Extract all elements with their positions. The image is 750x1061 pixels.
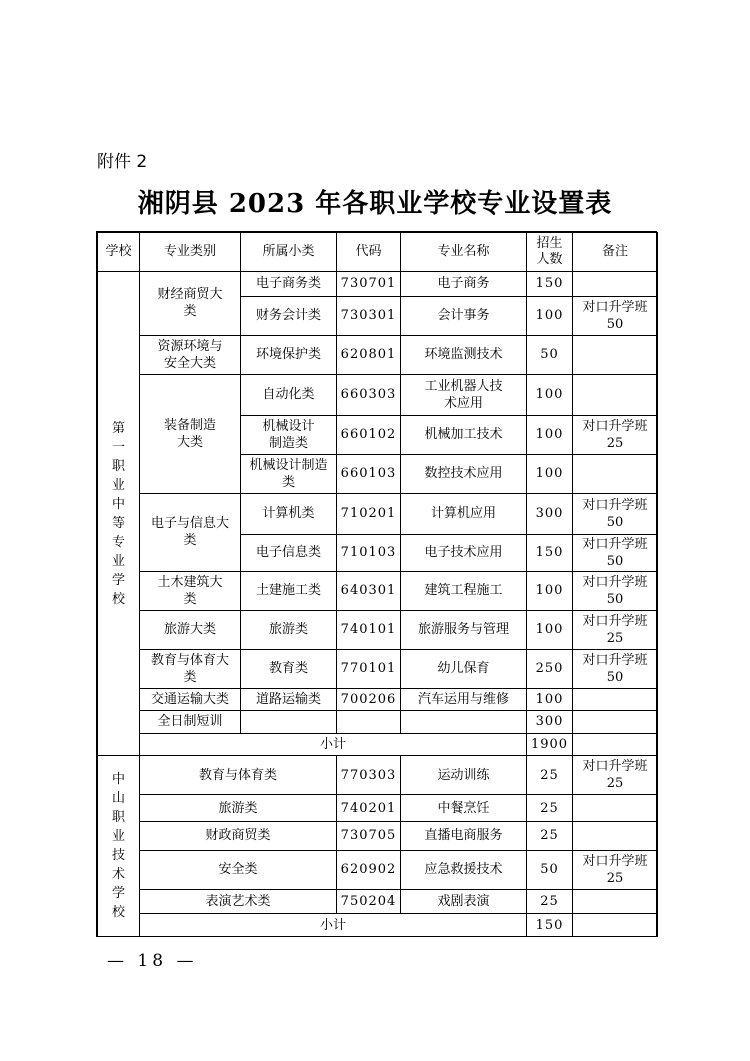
remark-cell: 对口升学班25 — [573, 415, 658, 454]
table-row — [98, 649, 658, 688]
subcategory-cell: 机械设计制造类 — [241, 454, 337, 493]
header-code: 代码 — [337, 233, 401, 272]
table-row — [98, 610, 658, 649]
remark-cell — [573, 733, 658, 756]
subcategory-cell: 土建施工类 — [241, 571, 337, 610]
major-cell: 电子技术应用 — [401, 534, 527, 571]
count-cell: 150 — [527, 271, 573, 296]
school-name: 第一职业中等专业学校 — [98, 271, 140, 755]
major-cell: 建筑工程施工 — [401, 571, 527, 610]
subcategory-cell: 道路运输类 — [241, 688, 337, 711]
header-category: 专业类别 — [140, 233, 241, 272]
code-cell: 740201 — [337, 795, 401, 822]
remark-cell: 对口升学班50 — [573, 571, 658, 610]
category-cell: 教育与体育大类 — [140, 649, 241, 688]
major-cell: 会计事务 — [401, 296, 527, 335]
code-cell: 730301 — [337, 296, 401, 335]
count-cell: 100 — [527, 688, 573, 711]
category-cell: 装备制造大类 — [140, 374, 241, 493]
count-cell: 300 — [527, 493, 573, 534]
code-cell: 700206 — [337, 688, 401, 711]
remark-cell — [573, 914, 658, 937]
table-row — [98, 688, 658, 711]
category-cell: 土木建筑大类 — [140, 571, 241, 610]
table-row — [98, 271, 658, 296]
remark-cell: 对口升学班25 — [573, 756, 658, 795]
page-number: — 18 — — [107, 951, 198, 971]
subcategory-cell: 电子信息类 — [241, 534, 337, 571]
subcategory-cell: 机械设计制造类 — [241, 415, 337, 454]
subcategory-cell: 自动化类 — [241, 374, 337, 415]
remark-cell: 对口升学班50 — [573, 649, 658, 688]
count-cell: 50 — [527, 850, 573, 889]
remark-cell: 对口升学班50 — [573, 296, 658, 335]
category-cell: 旅游类 — [140, 795, 337, 822]
category-cell: 教育与体育类 — [140, 756, 337, 795]
code-cell: 640301 — [337, 571, 401, 610]
category-cell: 财政商贸类 — [140, 821, 337, 850]
code-cell: 710103 — [337, 534, 401, 571]
category-cell: 旅游大类 — [140, 610, 241, 649]
major-cell: 电子商务 — [401, 271, 527, 296]
table-row — [98, 493, 658, 534]
category-cell: 财经商贸大类 — [140, 271, 241, 335]
subtotal-row — [98, 733, 658, 756]
remark-cell — [573, 454, 658, 493]
count-cell: 25 — [527, 821, 573, 850]
subcategory-cell: 旅游类 — [241, 610, 337, 649]
remark-cell: 对口升学班50 — [573, 534, 658, 571]
code-cell: 620902 — [337, 850, 401, 889]
subcategory-cell: 计算机类 — [241, 493, 337, 534]
major-cell: 直播电商服务 — [401, 821, 527, 850]
subtotal-label: 小计 — [140, 914, 527, 937]
code-cell: 620801 — [337, 335, 401, 374]
major-cell: 计算机应用 — [401, 493, 527, 534]
count-cell: 150 — [527, 534, 573, 571]
major-cell: 应急救援技术 — [401, 850, 527, 889]
subcategory-cell: 电子商务类 — [241, 271, 337, 296]
code-cell: 770101 — [337, 649, 401, 688]
remark-cell — [573, 374, 658, 415]
table-row — [98, 889, 658, 914]
table-row — [98, 756, 658, 795]
count-cell: 100 — [527, 454, 573, 493]
count-cell: 100 — [527, 571, 573, 610]
header-school: 学校 — [98, 233, 140, 272]
table-row — [98, 374, 658, 415]
subtotal-label: 小计 — [140, 733, 527, 756]
table-row — [98, 821, 658, 850]
header-subcategory: 所属小类 — [241, 233, 337, 272]
code-cell: 660103 — [337, 454, 401, 493]
subcategory-cell — [241, 711, 337, 734]
category-cell: 全日制短训 — [140, 711, 241, 734]
major-cell — [401, 711, 527, 734]
header-row — [98, 233, 658, 272]
major-cell: 旅游服务与管理 — [401, 610, 527, 649]
header-major: 专业名称 — [401, 233, 527, 272]
header-enroll: 招生人数 — [527, 233, 573, 272]
count-cell: 100 — [527, 374, 573, 415]
category-cell: 交通运输大类 — [140, 688, 241, 711]
remark-cell — [573, 795, 658, 822]
count-cell: 300 — [527, 711, 573, 734]
code-cell: 750204 — [337, 889, 401, 914]
remark-cell — [573, 889, 658, 914]
subtotal-value: 1900 — [527, 733, 573, 756]
attachment-label: 附件 2 — [97, 152, 148, 172]
count-cell: 100 — [527, 415, 573, 454]
code-cell: 770303 — [337, 756, 401, 795]
table-row — [98, 571, 658, 610]
major-cell: 工业机器人技术应用 — [401, 374, 527, 415]
code-cell: 730705 — [337, 821, 401, 850]
remark-cell — [573, 335, 658, 374]
table-row — [98, 711, 658, 734]
category-cell: 电子与信息大类 — [140, 493, 241, 571]
remark-cell: 对口升学班25 — [573, 610, 658, 649]
major-settings-table — [97, 232, 657, 937]
remark-cell: 对口升学班50 — [573, 493, 658, 534]
category-cell: 表演艺术类 — [140, 889, 337, 914]
remark-cell — [573, 821, 658, 850]
major-cell: 幼儿保育 — [401, 649, 527, 688]
remark-cell — [573, 271, 658, 296]
subtotal-value: 150 — [527, 914, 573, 937]
remark-cell — [573, 688, 658, 711]
code-cell — [337, 711, 401, 734]
count-cell: 25 — [527, 756, 573, 795]
code-cell: 730701 — [337, 271, 401, 296]
count-cell: 25 — [527, 889, 573, 914]
major-cell: 汽车运用与维修 — [401, 688, 527, 711]
table-row — [98, 335, 658, 374]
category-cell: 资源环境与安全大类 — [140, 335, 241, 374]
code-cell: 710201 — [337, 493, 401, 534]
major-cell: 环境监测技术 — [401, 335, 527, 374]
school-name: 中山职业技术学校 — [98, 756, 140, 937]
remark-cell — [573, 711, 658, 734]
subtotal-row — [98, 914, 658, 937]
category-cell: 安全类 — [140, 850, 337, 889]
table-row — [98, 850, 658, 889]
code-cell: 740101 — [337, 610, 401, 649]
count-cell: 100 — [527, 610, 573, 649]
count-cell: 50 — [527, 335, 573, 374]
code-cell: 660102 — [337, 415, 401, 454]
count-cell: 100 — [527, 296, 573, 335]
major-cell: 戏剧表演 — [401, 889, 527, 914]
code-cell: 660303 — [337, 374, 401, 415]
header-remark: 备注 — [573, 233, 658, 272]
major-cell: 中餐烹饪 — [401, 795, 527, 822]
major-cell: 数控技术应用 — [401, 454, 527, 493]
count-cell: 25 — [527, 795, 573, 822]
page-title: 湘阴县 2023 年各职业学校专业设置表 — [137, 189, 613, 219]
table-row — [98, 795, 658, 822]
subcategory-cell: 教育类 — [241, 649, 337, 688]
count-cell: 250 — [527, 649, 573, 688]
major-cell: 运动训练 — [401, 756, 527, 795]
subcategory-cell: 财务会计类 — [241, 296, 337, 335]
remark-cell: 对口升学班25 — [573, 850, 658, 889]
major-cell: 机械加工技术 — [401, 415, 527, 454]
subcategory-cell: 环境保护类 — [241, 335, 337, 374]
